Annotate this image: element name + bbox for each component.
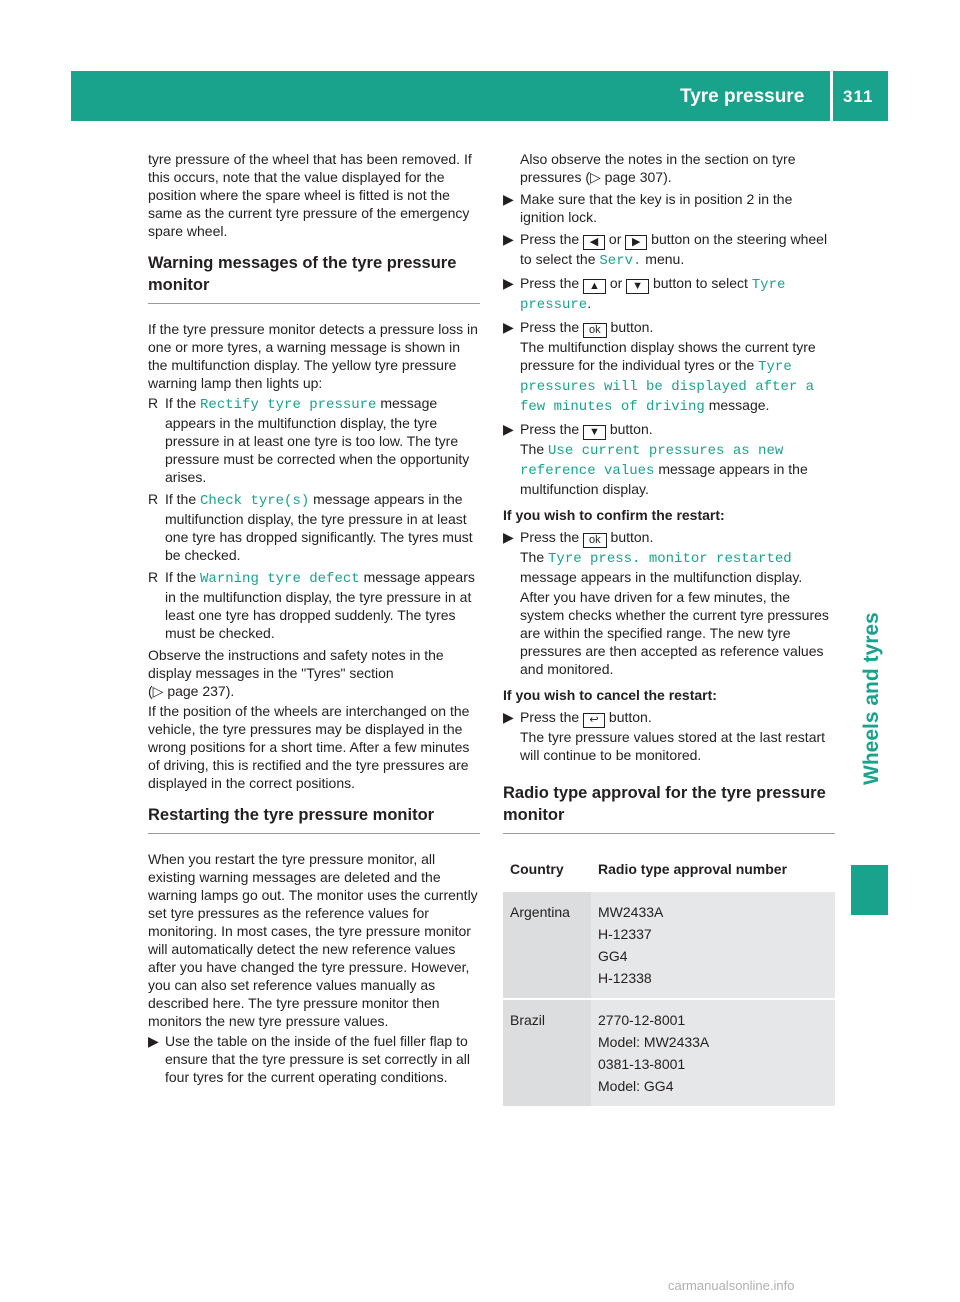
step-text: Press the ok button. The Tyre press. monitor restarted message appears in the multifunction display. bbox=[520, 529, 803, 585]
step-text: Press the ↩ button. The tyre pressure values stored at the last restart will continue to be monitored. bbox=[520, 709, 826, 763]
step-text: Use the table on the inside of the fuel filler flap to ensure that the tyre pressure is set correctly in all four tyres for the current operating conditions. bbox=[165, 1033, 471, 1085]
paragraph: If the position of the wheels are interchanged on the vehicle, the tyre pressures may be displayed in the wrong positions for a short time. After a few minutes of driving, this is rectified and the tyre pressures are displayed in the correct positions. bbox=[148, 703, 470, 791]
down-arrow-key-icon: ▼ bbox=[583, 425, 606, 440]
down-arrow-key-icon: ▼ bbox=[626, 279, 649, 294]
table-cell-country: Brazil bbox=[503, 999, 591, 1107]
page-reference: (▷ page 237). bbox=[148, 683, 235, 699]
table-row bbox=[503, 999, 835, 1107]
step-arrow-icon: ▶ bbox=[503, 421, 514, 437]
step-text: Make sure that the key is in position 2 in the ignition lock. bbox=[520, 191, 793, 225]
step-note: After you have driven for a few minutes, the system checks whether the current tyre pressures are within the specified range. The new tyre pressures are then accepted as reference values and monitored. bbox=[520, 589, 829, 677]
step-item bbox=[503, 274, 835, 314]
step-arrow-icon: ▶ bbox=[503, 231, 514, 247]
table-cell-approval-numbers bbox=[591, 999, 835, 1107]
page-title: Tyre pressure bbox=[680, 86, 805, 107]
up-arrow-key-icon: ▲ bbox=[583, 279, 606, 294]
list-item-text: If the Rectify tyre pressure message appears in the multifunction display, the tyre pressure in at least one tyre is too low. The tyre pressure must be corrected when the opportunity arises. bbox=[165, 395, 470, 485]
step-arrow-icon: ▶ bbox=[503, 709, 514, 725]
paragraph: When you restart the tyre pressure monitor, all existing warning messages are deleted and the warning lamps go out. The monitor uses the currently set tyre pressures as the reference values for monitoring. In most cases, the tyre pressure monitor will automatically detect the new reference values after you have changed the tyre pressure. However, you can also set reference values manually as described here. The tyre pressure monitor then monitors the new tyre pressure values. bbox=[148, 851, 478, 1029]
column-header-country: Country bbox=[503, 850, 591, 891]
bullet-icon: R bbox=[148, 569, 159, 585]
bullet-icon: R bbox=[148, 395, 159, 411]
paragraph: If the tyre pressure monitor detects a pressure loss in one or more tyres, a warning message is shown in the multifunction display. The yellow tyre pressure warning lamp then lights up: bbox=[148, 321, 478, 391]
step-text: Press the ok button. The multifunction display shows the current tyre pressure for the individual tyres or the Tyre pressures will be displayed after a few minutes of driving message. bbox=[520, 319, 816, 415]
left-column bbox=[148, 150, 480, 1090]
step-arrow-icon: ▶ bbox=[503, 275, 514, 291]
step-arrow-icon: ▶ bbox=[148, 1033, 159, 1049]
section-heading-radio-approval: Radio type approval for the tyre pressure monitor bbox=[503, 782, 835, 834]
step-text: Also observe the notes in the section on tyre pressures (▷ page 307). bbox=[520, 151, 796, 185]
column-header-approval-number: Radio type approval number bbox=[591, 850, 835, 891]
approval-number: MW2433A bbox=[598, 904, 664, 920]
step-continuation bbox=[503, 150, 835, 186]
display-message: Rectify tyre pressure bbox=[200, 397, 377, 413]
section-heading-warning-messages: Warning messages of the tyre pressure monitor bbox=[148, 252, 480, 304]
menu-name: Serv. bbox=[599, 253, 642, 269]
subheading-confirm-restart: If you wish to confirm the restart: bbox=[503, 507, 725, 523]
approval-number: Model: MW2433A bbox=[598, 1034, 710, 1050]
section-heading-restarting: Restarting the tyre pressure monitor bbox=[148, 804, 480, 834]
step-arrow-icon: ▶ bbox=[503, 191, 514, 207]
table-cell-approval-numbers bbox=[591, 891, 835, 999]
table-header-row bbox=[503, 850, 835, 891]
back-key-icon: ↩ bbox=[583, 713, 605, 728]
ok-key-icon: ok bbox=[583, 533, 607, 548]
chapter-tab-label: Wheels and tyres bbox=[860, 612, 883, 785]
ok-key-icon: ok bbox=[583, 323, 607, 338]
step-item bbox=[503, 420, 835, 498]
step-item bbox=[503, 708, 835, 764]
step-text: Press the ▲ or ▼ button to select Tyre pressure. bbox=[520, 275, 786, 313]
radio-approval-table bbox=[503, 850, 835, 1108]
display-message: Tyre press. monitor restarted bbox=[548, 551, 792, 567]
display-message: Tyre pressures will be displayed after a few minutes of driving bbox=[520, 359, 815, 415]
display-message: Warning tyre defect bbox=[200, 571, 360, 587]
step-arrow-icon: ▶ bbox=[503, 529, 514, 545]
display-message: Check tyre(s) bbox=[200, 493, 310, 509]
intro-paragraph: tyre pressure of the wheel that has been removed. If this occurs, note that the value displayed for the position where the spare wheel is fitted is not the same as the current tyre pressure of the emergency spare wheel. bbox=[148, 151, 472, 239]
approval-number: Model: GG4 bbox=[598, 1078, 674, 1094]
approval-number: H-12338 bbox=[598, 970, 652, 986]
approval-number: GG4 bbox=[598, 948, 628, 964]
bullet-icon: R bbox=[148, 491, 159, 507]
watermark: carmanualsonline.info bbox=[668, 1278, 795, 1293]
paragraph: Observe the instructions and safety notes in the display messages in the "Tyres" section (▷ page 237). bbox=[148, 647, 444, 699]
list-item-text: If the Warning tyre defect message appears in the multifunction display, the tyre pressure in at least one tyre has dropped suddenly. The tyres must be checked. bbox=[165, 569, 475, 641]
step-item bbox=[503, 318, 835, 416]
approval-number: 2770-12-8001 bbox=[598, 1012, 686, 1028]
list-item-text: If the Check tyre(s) message appears in the multifunction display, the tyre pressure in at least one tyre has dropped significantly. The tyres must be checked. bbox=[165, 491, 473, 563]
step-item bbox=[148, 1032, 480, 1086]
right-arrow-key-icon: ▶ bbox=[625, 235, 647, 250]
table-cell-country: Argentina bbox=[503, 891, 591, 999]
step-item bbox=[503, 190, 835, 226]
subheading-cancel-restart: If you wish to cancel the restart: bbox=[503, 687, 717, 703]
table-row bbox=[503, 891, 835, 999]
step-text: Press the ▼ button. The Use current pressures as new reference values message appears in the multifunction display. bbox=[520, 421, 808, 497]
approval-number: 0381-13-8001 bbox=[598, 1056, 686, 1072]
step-arrow-icon: ▶ bbox=[503, 319, 514, 335]
chapter-tab-marker bbox=[851, 865, 888, 915]
right-column bbox=[503, 150, 835, 1108]
page-number: 311 bbox=[843, 87, 874, 106]
step-item bbox=[503, 528, 835, 678]
list-item bbox=[148, 394, 480, 486]
step-item bbox=[503, 230, 835, 270]
approval-number: H-12337 bbox=[598, 926, 652, 942]
list-item bbox=[148, 490, 480, 564]
menu-name: Tyre pressure bbox=[520, 277, 786, 313]
display-message: Use current pressures as new reference values bbox=[520, 443, 784, 479]
step-text: Press the ◀ or ▶ button on the steering wheel to select the Serv. menu. bbox=[520, 231, 828, 269]
left-arrow-key-icon: ◀ bbox=[583, 235, 605, 250]
header-divider bbox=[830, 71, 833, 121]
list-item bbox=[148, 568, 480, 642]
